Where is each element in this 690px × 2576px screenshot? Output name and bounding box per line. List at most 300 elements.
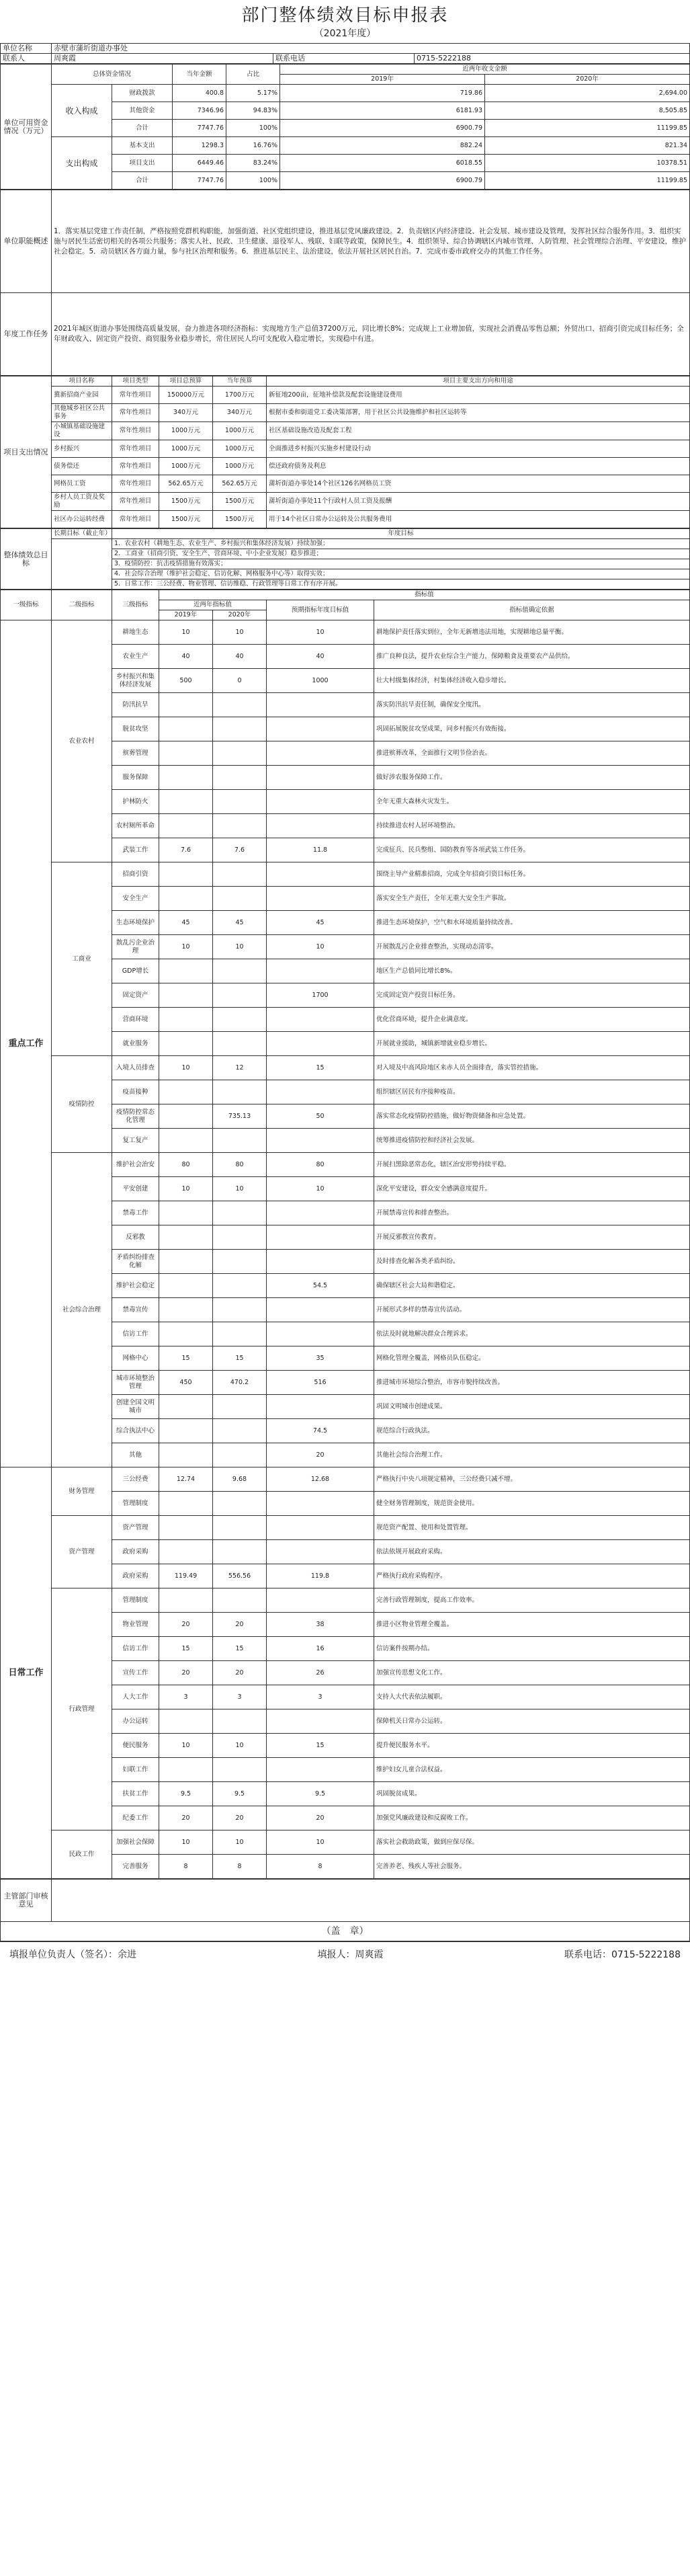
indicator-target: 12.68 bbox=[267, 1467, 374, 1492]
indicator-2020: 9.5 bbox=[213, 1782, 267, 1806]
project-total: 1000万元 bbox=[159, 458, 213, 475]
funding-row-ratio: 100% bbox=[226, 172, 280, 190]
overall-goal-long-header: 长期目标（截止年） bbox=[52, 529, 112, 539]
indicator-basis: 信访案件按期办结。 bbox=[374, 1637, 690, 1661]
income-group-label: 收入构成 bbox=[52, 85, 112, 137]
indicator-basis: 加强党风廉政建设和反腐败工作。 bbox=[374, 1806, 690, 1830]
project-year: 1000万元 bbox=[213, 422, 267, 440]
indicator-2020: 9.68 bbox=[213, 1467, 267, 1492]
project-purpose: 蒲圻街道办事处11个行政村人员工资及报酬 bbox=[267, 493, 690, 511]
project-total: 1500万元 bbox=[159, 511, 213, 528]
indicator-basis: 推进小区物业管理全覆盖。 bbox=[374, 1613, 690, 1637]
indicator-basis: 健全财务管理制度，规范资金使用。 bbox=[374, 1492, 690, 1516]
indicator-basis: 开展禁毒宣传和排查整治。 bbox=[374, 1201, 690, 1225]
indicator-l3: 信访工作 bbox=[112, 1637, 159, 1661]
indicator-2020 bbox=[213, 1080, 267, 1104]
indicator-2020 bbox=[213, 983, 267, 1008]
indicator-l3: 安全生产 bbox=[112, 887, 159, 911]
indicator-2020 bbox=[213, 766, 267, 790]
key-indicators-body bbox=[1, 620, 690, 1467]
project-year: 1500万元 bbox=[213, 493, 267, 511]
funding-row-ratio: 100% bbox=[226, 120, 280, 137]
indicator-2019 bbox=[159, 959, 213, 983]
indicator-target: 1000 bbox=[267, 669, 374, 693]
indicator-target bbox=[267, 693, 374, 717]
funding-row-2019: 719.86 bbox=[280, 85, 485, 102]
indicator-2019: 119.49 bbox=[159, 1564, 213, 1588]
indicator-2020 bbox=[213, 1540, 267, 1564]
indicator-basis: 全年无重大森林火灾发生。 bbox=[374, 790, 690, 814]
indicator-row bbox=[1, 620, 690, 645]
project-total: 1000万元 bbox=[159, 422, 213, 440]
project-purpose: 根据市委和街道党工委决策部署，用于社区公共设施维护和社区运转等 bbox=[267, 404, 690, 422]
funding-row-item: 财政拨款 bbox=[112, 85, 173, 102]
indicator-target: 50 bbox=[267, 1104, 374, 1129]
funding-row-amount: 7747.76 bbox=[173, 172, 226, 190]
indicator-l3: 疫情防控常态化管理 bbox=[112, 1104, 159, 1129]
indicator-2020: 20 bbox=[213, 1806, 267, 1830]
indicator-target bbox=[267, 959, 374, 983]
indicator-2019: 45 bbox=[159, 911, 213, 935]
indicator-basis: 对入境及中高风险地区来赤人员全面排查，落实管控措施。 bbox=[374, 1056, 690, 1080]
indicator-l3: 农业生产 bbox=[112, 645, 159, 669]
goal-item: 4．社会综合治理（维护社会稳定、信访化解、网格服务中心等）取得实效； bbox=[112, 569, 690, 579]
project-name: 社区办公运转经费 bbox=[52, 511, 112, 528]
indicator-basis: 落实社会救助政策，做到应保尽保。 bbox=[374, 1830, 690, 1855]
project-name: 乡村振兴 bbox=[52, 440, 112, 458]
project-type: 常年性项目 bbox=[112, 404, 159, 422]
indicator-target: 8 bbox=[267, 1855, 374, 1879]
indicator-2019: 12.74 bbox=[159, 1467, 213, 1492]
indicator-target: 15 bbox=[267, 1734, 374, 1758]
indicator-2020 bbox=[213, 1008, 267, 1032]
indicator-l3: 禁毒工作 bbox=[112, 1201, 159, 1225]
indicator-l3: 创建全国文明城市 bbox=[112, 1395, 159, 1419]
project-total: 1500万元 bbox=[159, 493, 213, 511]
indicator-basis: 落实安全生产责任，全年无重大安全生产事故。 bbox=[374, 887, 690, 911]
indicator-target bbox=[267, 1008, 374, 1032]
indicator-2019 bbox=[159, 1080, 213, 1104]
review-table bbox=[0, 1879, 690, 1922]
project-type: 常年性项目 bbox=[112, 458, 159, 475]
indicator-target bbox=[267, 887, 374, 911]
funding-row-amount: 7747.76 bbox=[173, 120, 226, 137]
duties-table bbox=[0, 190, 690, 376]
indicator-2019 bbox=[159, 1443, 213, 1467]
funding-row-2019: 6900.79 bbox=[280, 120, 485, 137]
indicator-target bbox=[267, 1516, 374, 1540]
indicator-l2: 民政工作 bbox=[52, 1830, 112, 1879]
key-work-label: 重点工作 bbox=[1, 620, 52, 1467]
indicator-2019 bbox=[159, 1032, 213, 1056]
indicator-2020 bbox=[213, 693, 267, 717]
projects-header-name: 项目名称 bbox=[52, 376, 112, 387]
indicator-2020: 12 bbox=[213, 1056, 267, 1080]
indicator-2020 bbox=[213, 1443, 267, 1467]
indicator-target bbox=[267, 862, 374, 887]
indicator-basis: 做好涉农服务保障工作。 bbox=[374, 766, 690, 790]
indicator-2020 bbox=[213, 1322, 267, 1346]
indicator-target bbox=[267, 741, 374, 766]
projects-header-purpose: 项目主要支出方向和用途 bbox=[267, 376, 690, 387]
indicator-l2: 疫情防控 bbox=[52, 1056, 112, 1153]
phone-value: 0715-5222188 bbox=[415, 54, 690, 64]
footer bbox=[0, 1941, 690, 1966]
annual-task-text: 2021年城区街道办事处围绕高质量发展，奋力推进各项经济指标：实现地方生产总值37200万元，同比增长8%；完成规上工业增加值，实现社会消费品零售总额；外贸出口、招商引资完成目标任务；全年财政收入、固定资产投资、商贸服务业稳步增长，常住居民人均可支配收入稳定增长，实现稳中有进。 bbox=[52, 293, 690, 376]
indicator-l3: 便民服务 bbox=[112, 1734, 159, 1758]
indicator-2019 bbox=[159, 741, 213, 766]
funding-row-2020: 821.34 bbox=[485, 137, 690, 155]
indicator-l3: 纪委工作 bbox=[112, 1806, 159, 1830]
indicator-basis: 落实防汛抗旱责任制，确保安全度汛。 bbox=[374, 693, 690, 717]
funding-row-ratio: 94.83% bbox=[226, 102, 280, 120]
indicator-l3: 宣传工作 bbox=[112, 1661, 159, 1685]
indicator-l3: 资产管理 bbox=[112, 1516, 159, 1540]
indicator-basis: 开展散乱污企业排查整治，实现动态清零。 bbox=[374, 935, 690, 959]
indicator-2019: 7.6 bbox=[159, 838, 213, 862]
indicator-l3: GDP增长 bbox=[112, 959, 159, 983]
annual-task-label: 年度工作任务 bbox=[1, 293, 52, 376]
indicator-2019: 500 bbox=[159, 669, 213, 693]
indicator-target bbox=[267, 1395, 374, 1419]
year-note: （2021年度） bbox=[314, 28, 376, 39]
indicator-2019 bbox=[159, 1250, 213, 1274]
indicator-basis: 耕地保护责任落实到位，全年无新增违法用地，实现耕地总量平衡。 bbox=[374, 620, 690, 645]
indicator-target: 45 bbox=[267, 911, 374, 935]
indicator-l3: 矛盾纠纷排查化解 bbox=[112, 1250, 159, 1274]
indicator-target bbox=[267, 1225, 374, 1250]
project-type: 常年性项目 bbox=[112, 493, 159, 511]
contact-name: 周爽霞 bbox=[52, 54, 273, 64]
indicator-l3: 农村厕所革命 bbox=[112, 814, 159, 838]
contact-label: 联系人 bbox=[1, 54, 52, 64]
indicator-2019: 9.5 bbox=[159, 1782, 213, 1806]
indicator-target: 10 bbox=[267, 1177, 374, 1201]
indicator-2020 bbox=[213, 1758, 267, 1782]
indicator-target: 40 bbox=[267, 645, 374, 669]
ind-header-recent: 近两年指标值 bbox=[159, 600, 267, 610]
indicator-2019 bbox=[159, 1298, 213, 1322]
indicator-2020 bbox=[213, 1709, 267, 1734]
indicator-l3: 完善服务 bbox=[112, 1855, 159, 1879]
indicators-table bbox=[0, 590, 690, 1879]
indicator-target bbox=[267, 1298, 374, 1322]
indicator-basis: 推进生态环境保护，空气和水环境质量持续改善。 bbox=[374, 911, 690, 935]
indicator-2019: 450 bbox=[159, 1371, 213, 1395]
phone-label: 联系电话 bbox=[273, 54, 415, 64]
indicator-2019: 3 bbox=[159, 1685, 213, 1709]
indicator-l2: 农业农村 bbox=[52, 620, 112, 862]
indicator-l3: 服务保障 bbox=[112, 766, 159, 790]
indicator-2020: 8 bbox=[213, 1855, 267, 1879]
indicator-l3: 人大工作 bbox=[112, 1685, 159, 1709]
indicator-basis: 提升便民服务水平。 bbox=[374, 1734, 690, 1758]
funding-row-2020: 11199.85 bbox=[485, 172, 690, 190]
indicator-basis: 严格执行政府采购程序。 bbox=[374, 1564, 690, 1588]
indicator-2020 bbox=[213, 1032, 267, 1056]
indicator-basis: 完成征兵、民兵整组、国防教育等各项武装工作任务。 bbox=[374, 838, 690, 862]
indicator-2019: 20 bbox=[159, 1613, 213, 1637]
indicator-2020 bbox=[213, 1298, 267, 1322]
project-name: 乡村人员工资及奖励 bbox=[52, 493, 112, 511]
funding-row-ratio: 83.24% bbox=[226, 155, 280, 172]
funding-header-2019: 2019年 bbox=[280, 75, 485, 85]
indicator-l3: 就业服务 bbox=[112, 1032, 159, 1056]
indicator-basis: 推广良种良法，提升农业综合生产能力，保障粮食及重要农产品供给。 bbox=[374, 645, 690, 669]
project-purpose: 偿还政府债务及利息 bbox=[267, 458, 690, 475]
indicator-basis: 巩固拓展脱贫攻坚成果，同乡村振兴有效衔接。 bbox=[374, 717, 690, 741]
indicator-basis: 维护妇女儿童合法权益。 bbox=[374, 1758, 690, 1782]
indicator-l3: 耕地生态 bbox=[112, 620, 159, 645]
indicator-target: 74.5 bbox=[267, 1419, 374, 1443]
indicator-2020 bbox=[213, 1516, 267, 1540]
indicator-basis: 优化营商环境，提升企业满意度。 bbox=[374, 1008, 690, 1032]
goal-item: 2．工商业（招商引资、安全生产、营商环境、中小企业发展）稳步推进； bbox=[112, 549, 690, 559]
indicator-target: 119.8 bbox=[267, 1564, 374, 1588]
daily-work-label: 日常工作 bbox=[1, 1467, 52, 1879]
funding-row-2019: 6018.55 bbox=[280, 155, 485, 172]
indicator-2019 bbox=[159, 1516, 213, 1540]
projects-header-total: 项目总预算 bbox=[159, 376, 213, 387]
project-type: 常年性项目 bbox=[112, 475, 159, 493]
indicator-basis: 严格执行中央八项规定精神，三公经费只减不增。 bbox=[374, 1467, 690, 1492]
indicator-2019 bbox=[159, 1201, 213, 1225]
indicator-2019 bbox=[159, 1225, 213, 1250]
indicator-l3: 维护社会治安 bbox=[112, 1153, 159, 1177]
duties-text: 1．落实基层党建工作责任制，严格按照党群机构职能，加强街道、社区党组织建设，推进基层党风廉政建设。2．负责辖区内经济建设、社会发展、城市建设及管理，发挥社区综合服务作用。3．组织实施与居民生活密切相关的各项公共服务；落实人社、民政、卫生健康、退役军人、残联、妇联等政策，保障民生。4．组织领导、综合协调辖区内城市管理、人防管理、社会管理综合治理、平安建设，维护社会稳定。5．动员辖区各方面力量，参与社区治理和服务。6．推进基层民主、法治建设，依法开展社区居民自治。7．完成市委市政府交办的其他工作任务。 bbox=[52, 190, 690, 293]
indicator-2020: 10 bbox=[213, 1734, 267, 1758]
indicator-target bbox=[267, 1540, 374, 1564]
indicator-target bbox=[267, 766, 374, 790]
indicator-2020: 10 bbox=[213, 620, 267, 645]
indicator-2019 bbox=[159, 1104, 213, 1129]
indicator-target: 35 bbox=[267, 1346, 374, 1371]
indicator-l3: 殡葬管理 bbox=[112, 741, 159, 766]
indicator-row bbox=[1, 1153, 690, 1177]
ind-header-basis: 指标值确定依据 bbox=[374, 600, 690, 620]
indicator-target: 11.8 bbox=[267, 838, 374, 862]
project-purpose: 蒲圻街道办事处14个社区126名网格员工资 bbox=[267, 475, 690, 493]
indicator-2020 bbox=[213, 1225, 267, 1250]
project-type: 常年性项目 bbox=[112, 511, 159, 528]
basic-info-table bbox=[0, 43, 690, 64]
indicator-2019 bbox=[159, 887, 213, 911]
indicator-l3: 护林防火 bbox=[112, 790, 159, 814]
indicator-2019: 10 bbox=[159, 1830, 213, 1855]
project-type: 常年性项目 bbox=[112, 387, 159, 404]
indicator-2020: 20 bbox=[213, 1661, 267, 1685]
indicator-basis: 推进殡葬改革，全面推行文明节俭治丧。 bbox=[374, 741, 690, 766]
indicator-target: 10 bbox=[267, 620, 374, 645]
indicator-row bbox=[1, 1588, 690, 1613]
indicator-basis: 开展反邪教宣传教育。 bbox=[374, 1225, 690, 1250]
indicator-basis: 确保辖区社会大局和谐稳定。 bbox=[374, 1274, 690, 1298]
project-total: 1000万元 bbox=[159, 440, 213, 458]
funding-header-total: 总体资金情况 bbox=[52, 65, 173, 85]
indicator-2019 bbox=[159, 1588, 213, 1613]
projects-header-type: 项目类型 bbox=[112, 376, 159, 387]
indicator-target: 38 bbox=[267, 1613, 374, 1637]
indicator-2019 bbox=[159, 1758, 213, 1782]
indicator-2020: 470.2 bbox=[213, 1371, 267, 1395]
indicator-2020 bbox=[213, 1395, 267, 1419]
indicator-basis: 保障机关日常办公运转。 bbox=[374, 1709, 690, 1734]
ind-header-section: 指标值 bbox=[159, 590, 690, 600]
project-name: 债务偿还 bbox=[52, 458, 112, 475]
indicator-target: 20 bbox=[267, 1443, 374, 1467]
funding-row-item: 合计 bbox=[112, 172, 173, 190]
review-label: 主管部门审核意见 bbox=[1, 1880, 52, 1922]
indicator-row bbox=[1, 1056, 690, 1080]
indicator-row bbox=[1, 862, 690, 887]
duties-label: 单位职能概述 bbox=[1, 190, 52, 293]
indicator-2019 bbox=[159, 1419, 213, 1443]
projects-table bbox=[0, 376, 690, 528]
indicator-target bbox=[267, 1588, 374, 1613]
project-total: 150000万元 bbox=[159, 387, 213, 404]
ind-header-l1: 一级指标 bbox=[1, 590, 52, 620]
funding-row-ratio: 16.76% bbox=[226, 137, 280, 155]
indicator-l3: 招商引资 bbox=[112, 862, 159, 887]
funding-row-2020: 2,694.00 bbox=[485, 85, 690, 102]
indicator-l3: 妇联工作 bbox=[112, 1758, 159, 1782]
indicator-target bbox=[267, 1492, 374, 1516]
indicator-basis: 地区生产总值同比增长8%。 bbox=[374, 959, 690, 983]
indicator-l3: 禁毒宣传 bbox=[112, 1298, 159, 1322]
indicator-2020: 45 bbox=[213, 911, 267, 935]
indicator-l3: 维护社会稳定 bbox=[112, 1274, 159, 1298]
indicator-2020: 7.6 bbox=[213, 838, 267, 862]
ind-header-target: 预期指标年度目标值 bbox=[267, 600, 374, 620]
indicator-target: 16 bbox=[267, 1637, 374, 1661]
indicator-2019 bbox=[159, 1492, 213, 1516]
indicator-2019 bbox=[159, 1322, 213, 1346]
indicator-2020: 735.13 bbox=[213, 1104, 267, 1129]
funding-row-item: 项目支出 bbox=[112, 155, 173, 172]
indicator-target: 20 bbox=[267, 1806, 374, 1830]
indicator-2020 bbox=[213, 887, 267, 911]
funding-row-2019: 6181.93 bbox=[280, 102, 485, 120]
indicator-2019: 15 bbox=[159, 1346, 213, 1371]
indicator-2019: 8 bbox=[159, 1855, 213, 1879]
unit-label: 单位名称 bbox=[1, 44, 52, 54]
indicator-target bbox=[267, 790, 374, 814]
indicator-target bbox=[267, 1758, 374, 1782]
indicator-2020: 80 bbox=[213, 1153, 267, 1177]
indicator-basis: 完善养老、残疾人等社会服务。 bbox=[374, 1855, 690, 1879]
ind-header-l3: 三级指标 bbox=[112, 590, 159, 620]
indicator-target: 10 bbox=[267, 935, 374, 959]
indicator-basis: 完善行政管理制度，提高工作效率。 bbox=[374, 1588, 690, 1613]
funding-row-2020: 8,505.85 bbox=[485, 102, 690, 120]
indicator-target: 3 bbox=[267, 1685, 374, 1709]
indicator-target bbox=[267, 1032, 374, 1056]
funding-table bbox=[0, 64, 690, 190]
indicator-2019 bbox=[159, 983, 213, 1008]
indicator-l3: 固定资产 bbox=[112, 983, 159, 1008]
indicator-basis: 规范资产配置、使用和处置管理。 bbox=[374, 1516, 690, 1540]
indicator-2020 bbox=[213, 790, 267, 814]
page-title: 部门整体绩效目标申报表 bbox=[241, 5, 449, 26]
indicator-2019: 40 bbox=[159, 645, 213, 669]
indicator-basis: 巩固文明城市创建成果。 bbox=[374, 1395, 690, 1419]
indicator-2020: 15 bbox=[213, 1637, 267, 1661]
indicator-basis: 加强宣传思想文化工作。 bbox=[374, 1661, 690, 1685]
indicator-2020 bbox=[213, 1201, 267, 1225]
indicator-2020 bbox=[213, 862, 267, 887]
funding-header-ratio: 占比 bbox=[226, 65, 280, 85]
indicator-2020 bbox=[213, 1588, 267, 1613]
indicator-2020 bbox=[213, 1492, 267, 1516]
footer-phone: 联系电话：0715-5222188 bbox=[564, 1949, 681, 1960]
indicator-basis: 持续推进农村人居环境整治。 bbox=[374, 814, 690, 838]
indicator-basis: 规范综合行政执法。 bbox=[374, 1419, 690, 1443]
project-year: 1500万元 bbox=[213, 511, 267, 528]
funding-header-year: 当年金额 bbox=[173, 65, 226, 85]
indicator-basis: 围绕主导产业精准招商，完成全年招商引资目标任务。 bbox=[374, 862, 690, 887]
indicator-target: 80 bbox=[267, 1153, 374, 1177]
funding-row-2019: 6900.79 bbox=[280, 172, 485, 190]
indicator-2020: 0 bbox=[213, 669, 267, 693]
indicator-l3: 信访工作 bbox=[112, 1322, 159, 1346]
funding-row-2020: 11199.85 bbox=[485, 120, 690, 137]
project-year: 1700万元 bbox=[213, 387, 267, 404]
indicator-target bbox=[267, 1201, 374, 1225]
indicator-2019 bbox=[159, 1129, 213, 1153]
footer-filler: 填报人：周爽霞 bbox=[317, 1949, 384, 1960]
indicator-basis: 完成固定资产投资目标任务。 bbox=[374, 983, 690, 1008]
indicator-2019: 80 bbox=[159, 1153, 213, 1177]
unit-value: 赤壁市蒲圻街道办事处 bbox=[52, 44, 690, 54]
project-name: 网格员工资 bbox=[52, 475, 112, 493]
indicator-basis: 依法依规开展政府采购。 bbox=[374, 1540, 690, 1564]
funding-row-amount: 400.8 bbox=[173, 85, 226, 102]
indicator-2020 bbox=[213, 741, 267, 766]
project-purpose: 新征地200亩，征地补偿款及配套设施建设费用 bbox=[267, 387, 690, 404]
indicator-l3: 政府采购 bbox=[112, 1564, 159, 1588]
indicator-2020: 10 bbox=[213, 1830, 267, 1855]
indicator-basis: 深化平安建设，群众安全感满意度提升。 bbox=[374, 1177, 690, 1201]
indicator-l3: 办公运转 bbox=[112, 1709, 159, 1734]
indicator-2019 bbox=[159, 862, 213, 887]
indicator-l3: 其他 bbox=[112, 1443, 159, 1467]
indicator-l3: 营商环境 bbox=[112, 1008, 159, 1032]
indicator-2019 bbox=[159, 1008, 213, 1032]
indicator-2020 bbox=[213, 717, 267, 741]
indicator-2019: 10 bbox=[159, 1056, 213, 1080]
indicator-l3: 三公经费 bbox=[112, 1467, 159, 1492]
indicator-basis: 其他社会综合治理工作。 bbox=[374, 1443, 690, 1467]
indicator-2020 bbox=[213, 959, 267, 983]
indicator-2020 bbox=[213, 1274, 267, 1298]
indicator-l3: 防汛抗旱 bbox=[112, 693, 159, 717]
overall-goal-year-header: 年度目标 bbox=[112, 529, 690, 539]
indicator-2020 bbox=[213, 1129, 267, 1153]
indicator-2019 bbox=[159, 766, 213, 790]
funding-row-amount: 6449.46 bbox=[173, 155, 226, 172]
ind-header-2020: 2020年 bbox=[213, 610, 267, 620]
indicator-l2: 社会综合治理 bbox=[52, 1153, 112, 1467]
indicator-basis: 开展就业援助，城镇新增就业稳步增长。 bbox=[374, 1032, 690, 1056]
footer-principal: 填报单位负责人（签名）：余进 bbox=[9, 1949, 136, 1960]
indicator-basis: 巩固脱贫成果。 bbox=[374, 1782, 690, 1806]
indicator-target: 54.5 bbox=[267, 1274, 374, 1298]
indicator-row bbox=[1, 1830, 690, 1855]
project-year: 340万元 bbox=[213, 404, 267, 422]
indicator-target bbox=[267, 717, 374, 741]
indicator-2019: 10 bbox=[159, 935, 213, 959]
indicator-2019: 20 bbox=[159, 1661, 213, 1685]
